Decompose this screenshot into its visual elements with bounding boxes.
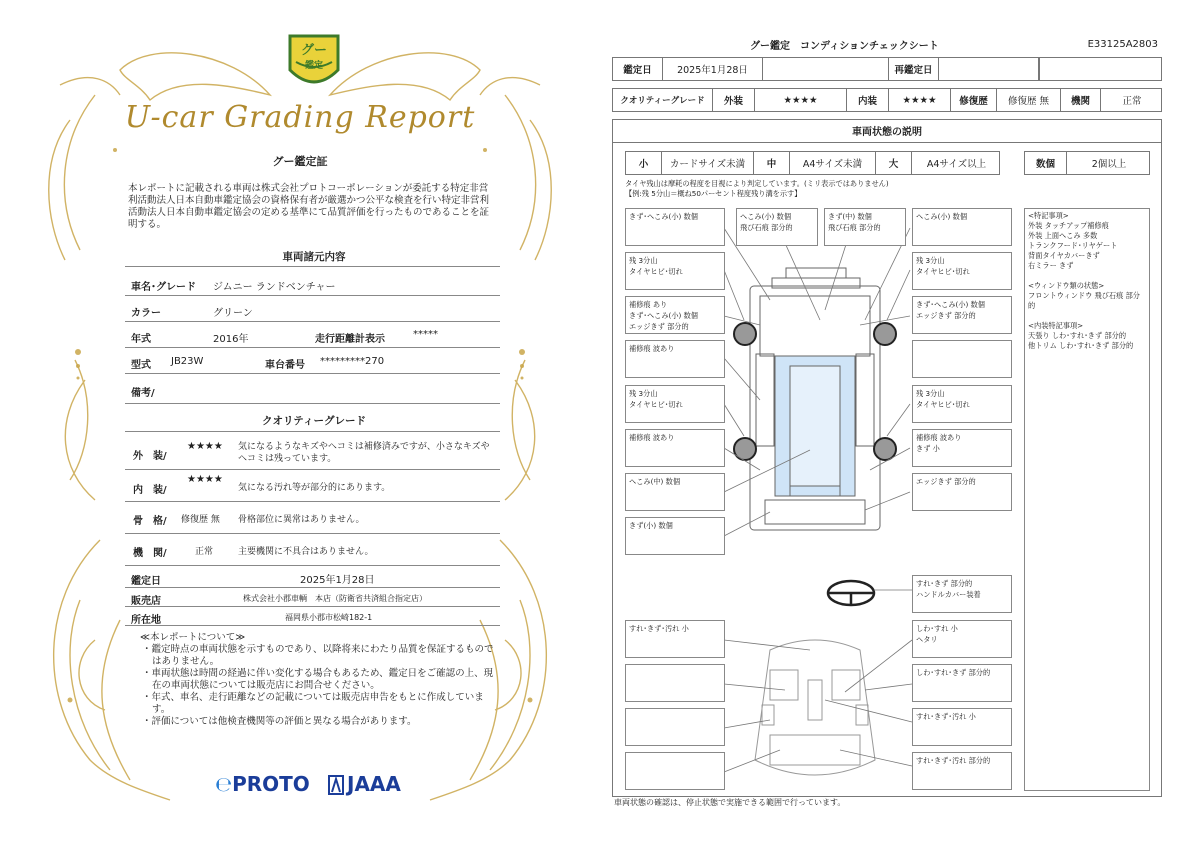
repair-label: 修復歴	[951, 89, 997, 111]
footer-logos	[215, 772, 415, 800]
exterior-stars: ★★★★	[755, 89, 847, 111]
damage-note-ext-top-2: きず(中) 数個 飛び石痕 部分的	[824, 208, 906, 246]
size-small: 小	[626, 152, 662, 174]
dealer-row	[125, 588, 500, 607]
spec-color-label: カラー	[131, 308, 161, 319]
damage-note-ext-right-6: 補修痕 波あり きず 小	[912, 429, 1012, 467]
spec-name-label: 車名･グレード	[131, 282, 196, 293]
engine-label: 機関	[1061, 89, 1101, 111]
exterior-label: 外装	[713, 89, 755, 111]
spec-row-remarks	[125, 374, 500, 404]
damage-note-ext-right-3: きず･へこみ(小) 数個 エッジきず 部分的	[912, 296, 1012, 334]
quality-exterior-stars: ★★★★	[187, 441, 223, 452]
quality-row-interior	[125, 470, 500, 502]
specs-table	[125, 270, 500, 404]
damage-note-ext-left-2: 残 3分山 タイヤヒビ･切れ	[625, 252, 725, 290]
certificate-title: グー鑑定証	[272, 155, 328, 168]
size-mid: 中	[754, 152, 790, 174]
tire-note: タイヤ残山は摩耗の程度を目視により判定しています。(ミリ表示ではありません) 【例:残 5分山＝概ね50パーセント程度残り溝を示す】	[625, 179, 889, 198]
damage-note-int-right-2: しわ･すれ 小 ヘタリ	[912, 620, 1012, 658]
damage-note-ext-left-5: 残 3分山 タイヤヒビ･切れ	[625, 385, 725, 423]
reappraisal-label: 再鑑定日	[889, 58, 939, 80]
damage-note-ext-right-2: 残 3分山 タイヤヒビ･切れ	[912, 252, 1012, 290]
spec-chassis-label: 車台番号	[265, 360, 305, 371]
location-label: 所在地	[131, 615, 161, 626]
damage-note-ext-left-6: 補修痕 波あり	[625, 429, 725, 467]
appraisal-date-value: 2025年1月28日	[663, 58, 763, 80]
location-value: 福岡県小郡市松崎182-1	[285, 613, 373, 622]
damage-note-ext-right-7: エッジきず 部分的	[912, 473, 1012, 511]
quality-interior-label: 内 装/	[133, 485, 167, 496]
goo-kantei-badge	[286, 32, 342, 94]
location-row	[125, 607, 500, 626]
size-mid-desc: A4サイズ未満	[790, 152, 876, 174]
quality-frame-label: 骨 格/	[133, 516, 167, 527]
spec-color-value: グリーン	[213, 308, 253, 319]
quality-table	[125, 436, 500, 566]
damage-note-ext-right-4	[912, 340, 1012, 378]
spec-mileage-value: *****	[413, 329, 438, 340]
sheet-footer: 車両状態の確認は、停止状態で実施できる範囲で行っています。	[614, 798, 846, 807]
engine-value: 正常	[1122, 96, 1142, 107]
spec-row-name	[125, 270, 500, 296]
appraisal-row	[125, 566, 500, 588]
quality-interior-text: 気になる汚れ等が部分的にあります。	[238, 483, 391, 493]
spec-row-model	[125, 348, 500, 374]
damage-note-int-left-1: すれ･きず･汚れ 小	[625, 620, 725, 658]
condition-check-sheet	[600, 0, 1200, 848]
spec-model-label: 型式	[131, 360, 151, 371]
damage-note-int-left-4	[625, 752, 725, 790]
specs-section-title: 車両諸元内容	[282, 251, 346, 263]
damage-note-int-left-2	[625, 664, 725, 702]
steering-wheel-icon	[828, 581, 874, 605]
svg-text:鑑定: 鑑定	[304, 61, 324, 71]
state-title: 車両状態の説明	[612, 119, 1162, 143]
quality-frame-stars: 修復歴 無	[181, 515, 220, 525]
damage-note-ext-left-8: きず(小) 数個	[625, 517, 725, 555]
proto-logo: ℮PROTO	[215, 772, 310, 796]
jaaa-mark-icon	[327, 774, 345, 796]
damage-note-ext-left-4: 補修痕 波あり	[625, 340, 725, 378]
spec-row-color	[125, 296, 500, 322]
spec-row-year	[125, 322, 500, 348]
appraisal-label: 鑑定日	[131, 576, 161, 587]
quality-exterior-text: 気になるようなキズやヘコミは補修済みですが、小さなキズやヘコミは残っています。	[238, 442, 490, 464]
spec-name-value: ジムニー ランドベンチャー	[213, 282, 336, 293]
note-item: ・評価については他検査機関等の評価と異なる場合があります。	[142, 716, 417, 727]
note-item: ・車両状態は時間の経過に伴い変化する場合もあるため、鑑定日をご確認の上、現在の車両状態については販売店にお問合せください。	[142, 668, 494, 691]
repair-value: 修復歴 無	[997, 89, 1061, 111]
proto-logo-text: PROTO	[232, 772, 310, 796]
damage-note-int-left-3	[625, 708, 725, 746]
quality-frame-text: 骨格部位に異常はありません。	[238, 515, 365, 525]
sheet-title: グー鑑定 コンディションチェックシート	[750, 41, 939, 52]
jaaa-logo-text: JAAA	[347, 772, 401, 796]
quality-row-exterior	[125, 436, 500, 470]
damage-note-ext-right-5: 残 3分山 タイヤヒビ･切れ	[912, 385, 1012, 423]
count-desc: 2個以上	[1091, 159, 1127, 170]
report-script-title: U-car Grading Report	[124, 100, 476, 135]
note-item: ・鑑定時点の車両状態を示すものであり、以降将来にわたり品質を保証するものではありません。	[142, 644, 494, 667]
damage-note-int-right-3: しわ･すれ･きず 部分的	[912, 664, 1012, 702]
note-item: ・年式、車名、走行距離などの記載については販売店申告をもとに作成しています。	[142, 692, 484, 715]
spec-remarks-label: 備考/	[131, 388, 155, 399]
size-large-desc: A4サイズ以上	[926, 159, 987, 170]
dealer-label: 販売店	[131, 596, 161, 607]
spec-year-value: 2016年	[213, 334, 249, 345]
spec-chassis-value: *********270	[320, 356, 385, 367]
damage-note-ext-left-3: 補修痕 あり きず･へこみ(小) 数個 エッジきず 部分的	[625, 296, 725, 334]
damage-note-ext-left-1: きず･へこみ(小) 数個	[625, 208, 725, 246]
damage-note-int-right-1: すれ･きず 部分的 ハンドルカバー装着	[912, 575, 1012, 613]
interior-stars: ★★★★	[889, 89, 951, 111]
appraisal-value: 2025年1月28日	[300, 575, 375, 586]
damage-note-ext-left-7: へこみ(中) 数個	[625, 473, 725, 511]
quality-engine-label: 機 関/	[133, 548, 167, 559]
damage-note-ext-top-1: へこみ(小) 数個 飛び石痕 部分的	[736, 208, 818, 246]
notes-title: ≪本レポートについて≫	[140, 632, 246, 643]
quality-section-title: クオリティーグレード	[262, 415, 366, 427]
sheet-id: E33125A2803	[1087, 39, 1158, 50]
damage-note-int-right-5: すれ･きず･汚れ 部分的	[912, 752, 1012, 790]
quality-engine-stars: 正常	[195, 547, 214, 557]
appraisal-date-label: 鑑定日	[613, 58, 663, 80]
quality-row-engine	[125, 534, 500, 566]
report-notes	[140, 632, 495, 728]
quality-row-frame	[125, 502, 500, 534]
special-notes: <特記事項> 外装 タッチアップ補修痕 外装 上面へこみ 多数 トランクフード･リヤゲート 背面タイヤカバーきず 右ミラー きず <ウィンドウ類の状態> フロントウィンドウ 飛び石痕 部分的 <内装特記事項> 天張り しわ･すれ･きず 部分的 他トリム しわ･すれ･きず 部分的	[1024, 208, 1150, 791]
svg-text:グー: グー	[300, 43, 328, 58]
certificate-body: 本レポートに記載される車両は株式会社プロトコーポレーションが委託する特定非営利活動法人日本自動車鑑定協会の資格保有者が厳選かつ公平な検査を行い特定非営利活動法人日本自動車鑑定協会の定める基準にて品質評価を行ったものであることを証明する。	[128, 183, 490, 230]
count-label: 数個	[1025, 152, 1067, 174]
damage-note-int-right-4: すれ･きず･汚れ 小	[912, 708, 1012, 746]
spec-mileage-label: 走行距離計表示	[315, 334, 385, 345]
quality-interior-stars: ★★★★	[187, 474, 223, 485]
interior-label: 内装	[847, 89, 889, 111]
spec-model-value: JB23W	[171, 356, 204, 367]
quality-exterior-label: 外 装/	[133, 451, 167, 462]
size-large: 大	[876, 152, 912, 174]
spec-year-label: 年式	[131, 334, 151, 345]
grade-label: クオリティーグレード	[613, 89, 713, 111]
dealer-table	[125, 566, 500, 626]
quality-engine-text: 主要機関に不具合はありません。	[238, 547, 374, 557]
damage-note-ext-right-1: へこみ(小) 数個	[912, 208, 1012, 246]
dealer-value: 株式会社小郡車輌 本店（防衛省共済組合指定店）	[243, 594, 427, 603]
size-small-desc: カードサイズ未満	[662, 152, 754, 174]
